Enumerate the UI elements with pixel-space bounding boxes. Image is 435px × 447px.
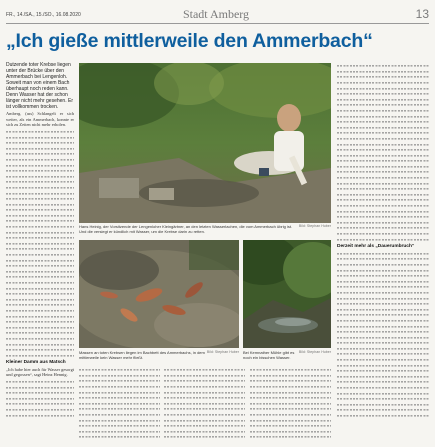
- main-photo: [79, 63, 331, 223]
- stream-photo-credit: Bild: Stephan Huber: [298, 350, 331, 354]
- stream-photo-caption-text: Bei Kemnather Mühle gibt es noch ein bisschen Wasser.: [243, 350, 295, 360]
- crayfish-photo-caption-text: Massen an toten Krebsen liegen im Bachbett des Ammerbachs, in dem mittlerweile kein Wasser mehr fließt.: [79, 350, 205, 360]
- page-header: [6, 4, 429, 24]
- column-1-text-block: [6, 129, 74, 358]
- stream-photo: [243, 240, 331, 348]
- main-photo-credit: Bild: Stephan Huber: [298, 224, 331, 228]
- header-rule: [6, 23, 429, 24]
- crayfish-photo-credit: Bild: Stephan Huber: [206, 350, 239, 354]
- article-body-start: Amberg. (ass) Schlangelt er sich weiter, als ein Ammerbach, konnte er sich zu Zeiten nicht mehr erholen.: [6, 111, 74, 128]
- article-column-3b: [250, 367, 331, 444]
- column-4-subhead: Derzeit mehr als „Dauerumbruch“: [337, 244, 415, 249]
- crayfish-photo-caption: [79, 350, 239, 360]
- crayfish-photo-image: [79, 240, 239, 348]
- article-column-3: [164, 367, 245, 444]
- column-1-subhead: Kleiner Damm aus Matsch: [6, 360, 66, 366]
- issue-date: FR., 14./SA., 15./SO., 16.08.2020: [6, 12, 81, 18]
- main-photo-image: [79, 63, 331, 223]
- article-lead: Dutzende toter Krebse liegen unter der Brücke über den Ammerbach bei Lengenloh. Soweit man von einem Bach überhaupt noch reden kann. Denn Wasser hat der schon länger nicht mehr gesehen. Er ist vollkommen trocken.: [6, 62, 73, 110]
- article-body-end: „Ich habe hier auch für Wasser gesorgt und gegossen“, sagt Heinz Hennig.: [6, 366, 74, 378]
- column-4-text-block-2: [337, 251, 429, 419]
- main-photo-caption: [79, 224, 331, 234]
- crayfish-photo: [79, 240, 239, 348]
- main-photo-caption-text: Hans Heinig, der Vorsitzende der Lengenloher Kleingärtner, an den letzten Wasserlachen, die vom Ammerbach übrig ist. Und die versiegt er kündlich mit Wasser, um die Krebse darin zu retten.: [79, 224, 293, 234]
- article-column-4: [337, 63, 429, 444]
- stream-photo-image: [243, 240, 331, 348]
- section-title: Stadt Amberg: [182, 7, 250, 21]
- column-1-text-block-2: [6, 379, 74, 418]
- article-column-2: [79, 367, 160, 444]
- article-column-1: [6, 62, 74, 444]
- article-headline: „Ich gieße mittlerweile den Ammerbach“: [6, 30, 373, 52]
- column-4-text-block: [337, 63, 429, 242]
- stream-photo-caption: [243, 350, 331, 360]
- page-number: 13: [415, 7, 429, 21]
